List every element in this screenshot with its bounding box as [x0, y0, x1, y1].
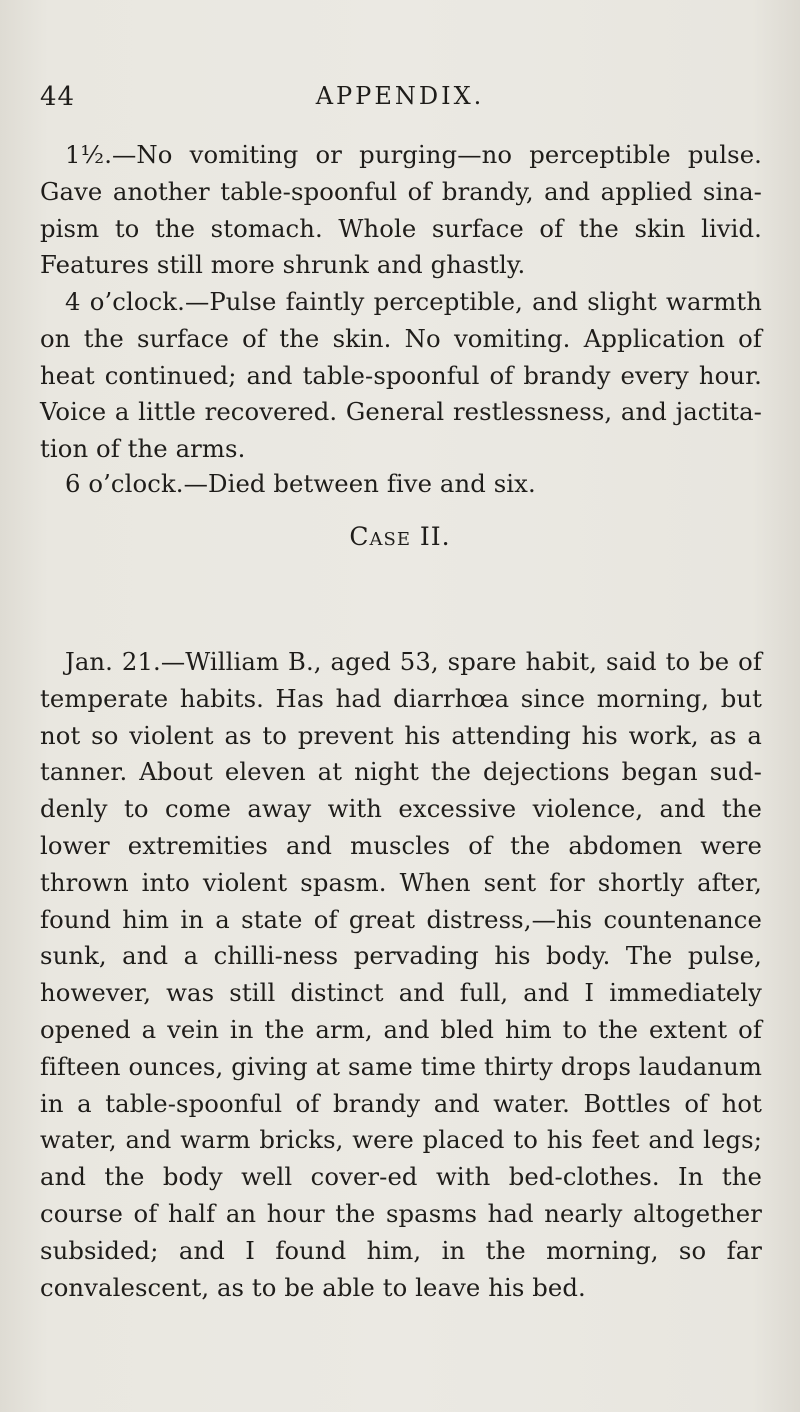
paragraph-six-oclock: 6 o’clock.—Died between five and six. [65, 469, 536, 498]
running-head: APPENDIX. [315, 82, 485, 110]
case-two-paragraph: Jan. 21.—William B., aged 53, spare habit, said to be of temperate habits. Has had diarrhœa since morning, but not so violent as to prevent his attending his work, as a tanner. About eleven at night the dejections began sud-denly to come away with excessive violence, and the lower extremities and muscles of the abdomen were thrown into violent spasm. When sent for shortly after, found him in a state of great distress,—his countenance sunk, and a chilli-ness pervading his body. The pulse, however, was still distinct and full, and I immediately opened a vein in the arm, and bled him to the extent of fifteen ounces, giving at same time thirty drops laudanum in a table-spoonful of brandy and water. Bottles of hot water, and warm bricks, were placed to his feet and legs; and the body well cover-ed with bed-clothes. In the course of half an hour the spasms had nearly altogether subsided; and I found him, in the morning, so far convalescent, as to be able to leave his bed. [40, 647, 762, 1302]
paragraph-four-oclock: 4 o’clock.—Pulse faintly perceptible, and slight warmth on the surface of the skin. No vomiting. Application of heat continued; and table-spoonful of brandy every hour. Voice a little recovered. General restlessness, and jactita-tion of the arms. [40, 287, 762, 464]
paragraph-half-past-one: 1½.—No vomiting or purging—no perceptible pulse. Gave another table-spoonful of brandy, and applied sina-pism to the stomach. Whole surface of the skin livid. Features still more shrunk and ghastly. [40, 140, 762, 280]
case-heading-text: Case II. [349, 522, 451, 551]
case-heading [0, 522, 800, 551]
page-number: 44 [40, 82, 76, 112]
